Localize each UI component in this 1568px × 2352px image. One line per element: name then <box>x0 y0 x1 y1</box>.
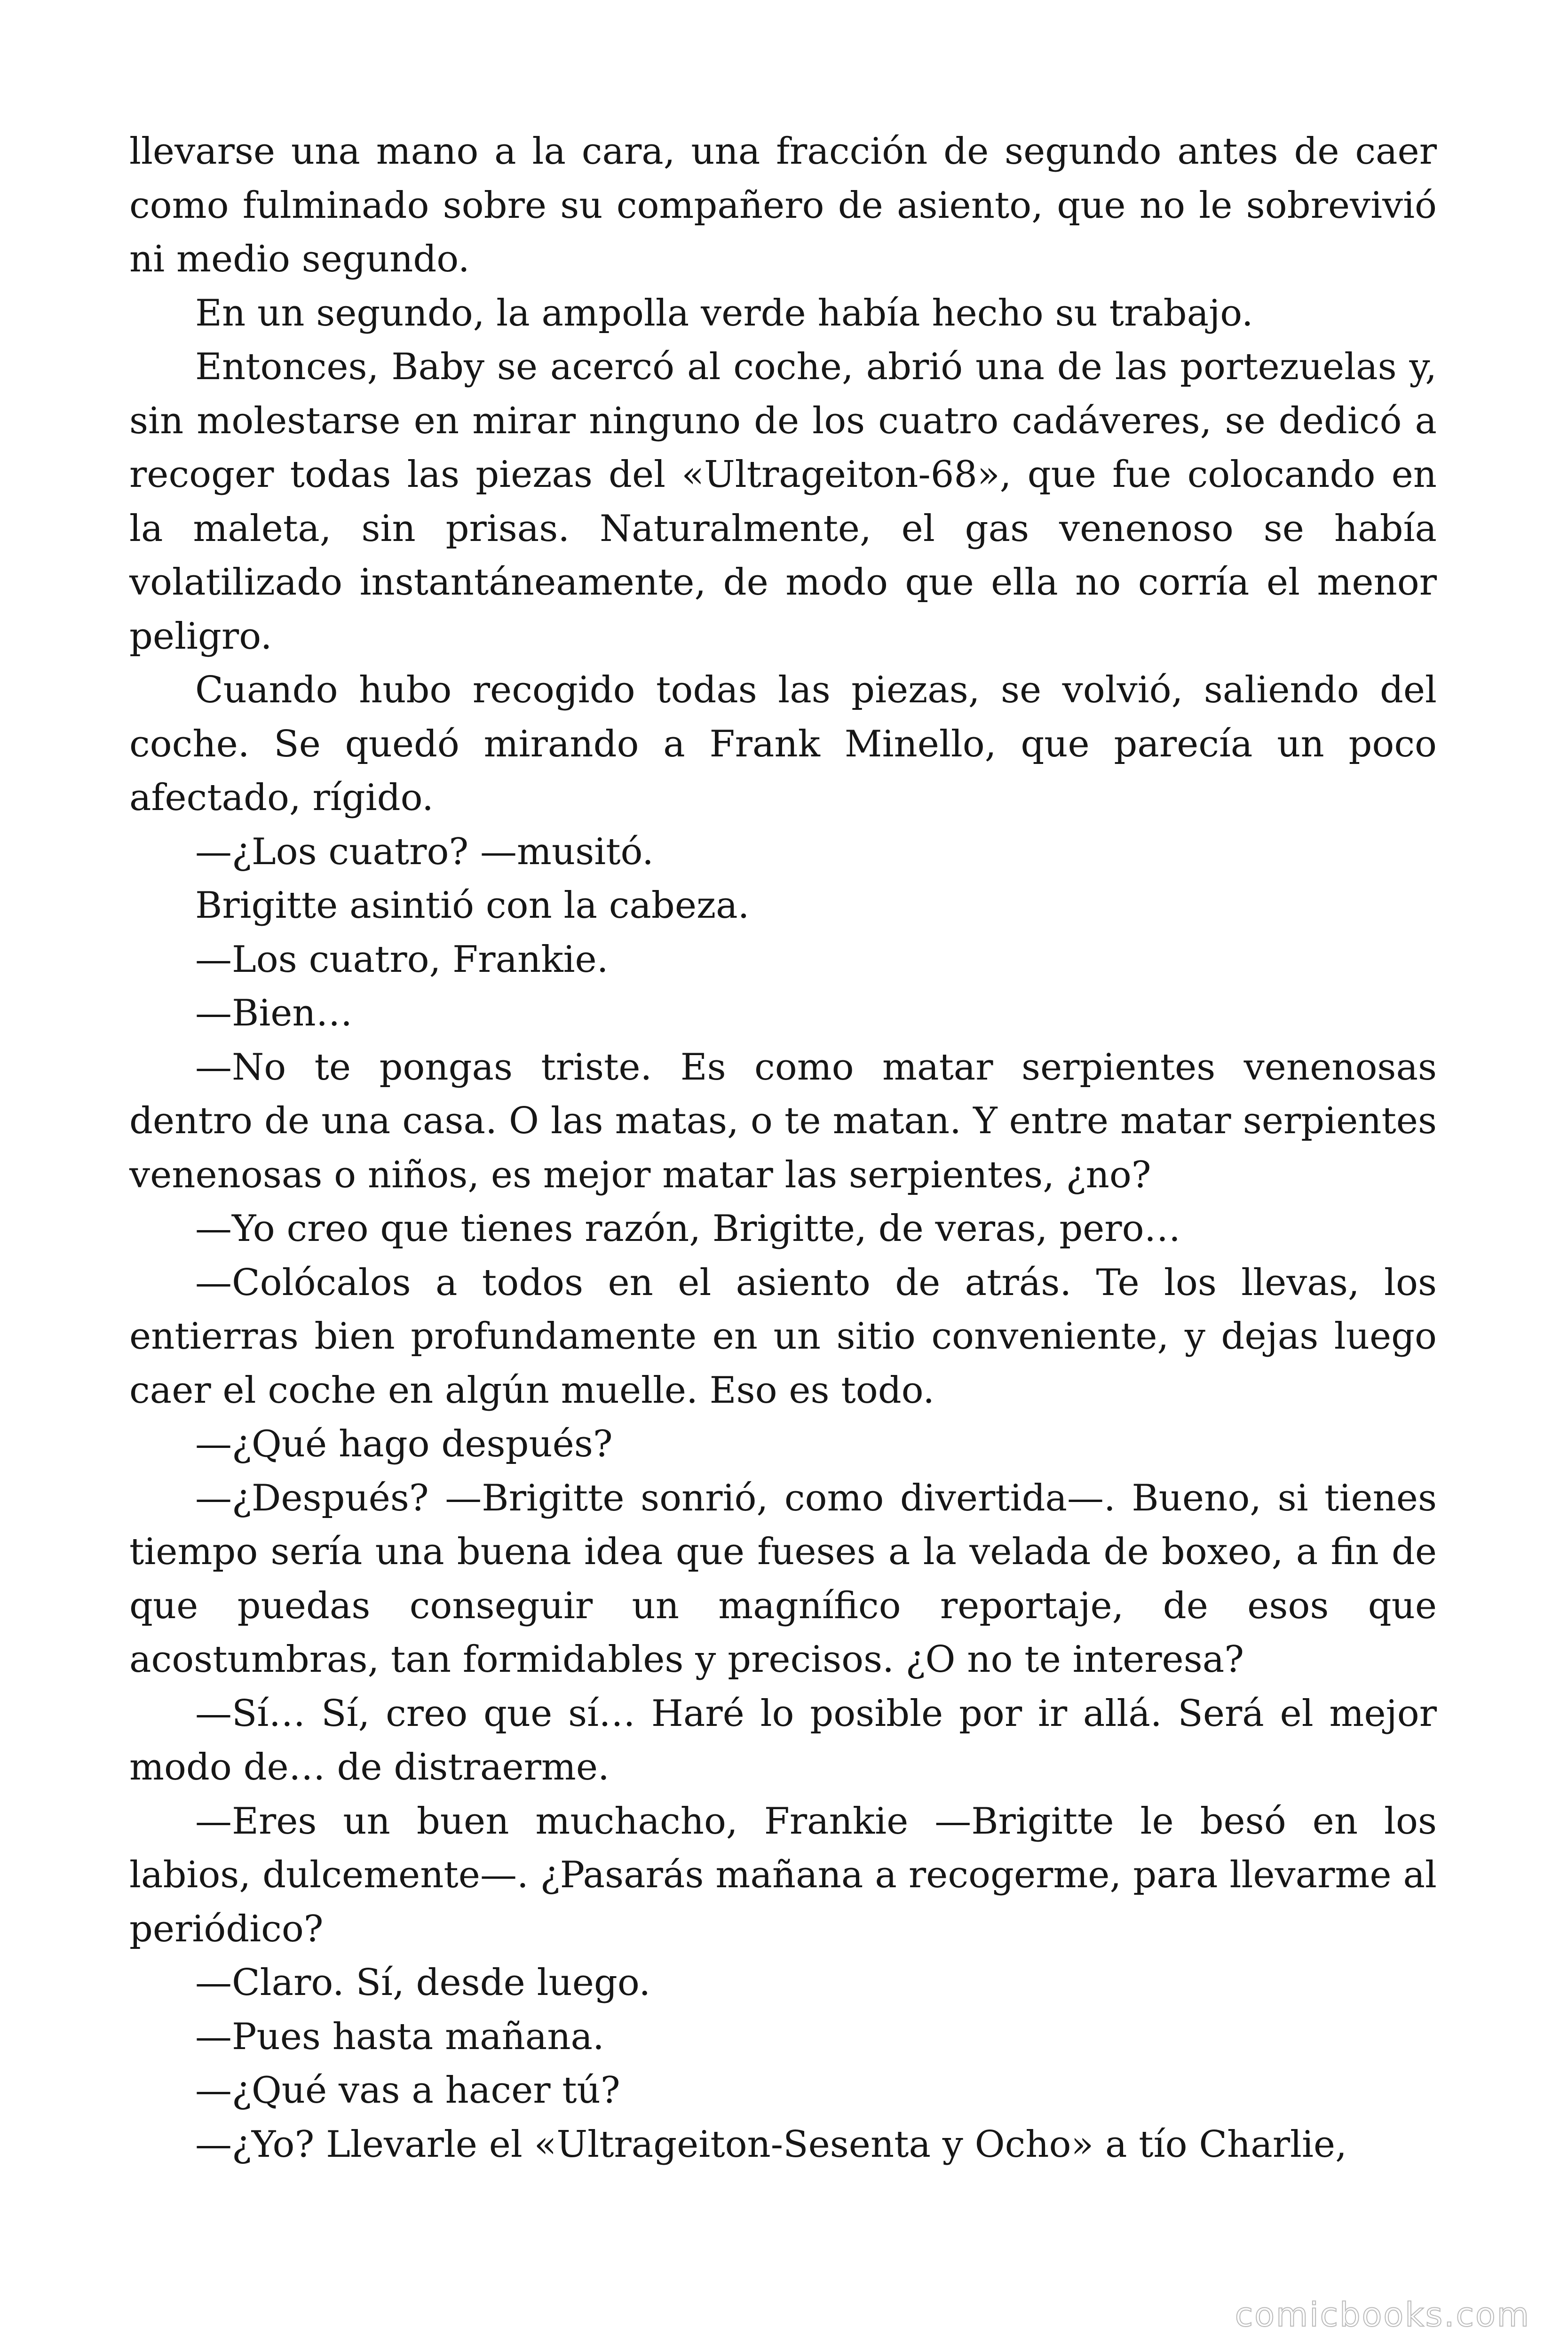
dialogue-line: —¿Yo? Llevarle el «Ultrageiton-Sesenta y Ocho» a tío Charlie, <box>195 2123 1347 2166</box>
dialogue-line: —No te pongas triste. Es como matar serpientes venenosas dentro de una casa. O las matas, o te matan. Y entre matar serpientes venenosas o niños, es mejor matar las serpientes, ¿no? <box>129 1046 1437 1196</box>
dialogue-line: —Eres un buen muchacho, Frankie —Brigitte le besó en los labios, dulcemente—. ¿Pasarás mañana a recogerme, para llevarme al periódico? <box>129 1800 1437 1950</box>
paragraph: En un segundo, la ampolla verde había hecho su trabajo. <box>195 292 1253 334</box>
dialogue-line: —¿Qué hago después? <box>195 1423 613 1465</box>
dialogue-line: —Pues hasta mañana. <box>195 2015 604 2058</box>
watermark: comicbooks.com <box>1235 2296 1530 2334</box>
paragraph: Entonces, Baby se acercó al coche, abrió una de las portezuelas y, sin molestarse en mirar ninguno de los cuatro cadáveres, se dedicó a recoger todas las piezas del «Ultrageiton-68», que fue colocando en la maleta, sin prisas. Naturalmente, el gas venenoso se había volatilizado instantáneamente, de modo que ella no corría el menor peligro. <box>129 346 1437 658</box>
paragraph: Cuando hubo recogido todas las piezas, se volvió, saliendo del coche. Se quedó mirando a Frank Minello, que parecía un poco afectado, rígido. <box>129 669 1437 819</box>
dialogue-line: —¿Los cuatro? —musitó. <box>195 830 654 873</box>
dialogue-line: —Los cuatro, Frankie. <box>195 938 609 981</box>
body-text <box>129 125 1437 2171</box>
dialogue-line: —Claro. Sí, desde luego. <box>195 1962 651 2004</box>
dialogue-line: —Bien… <box>195 992 353 1034</box>
paragraph-continued: llevarse una mano a la cara, una fracción de segundo antes de caer como fulminado sobre su compañero de asiento, que no le sobrevivió ni medio segundo. <box>129 130 1437 280</box>
dialogue-line: —Colócalos a todos en el asiento de atrás. Te los llevas, los entierras bien profundamente en un sitio conveniente, y dejas luego caer el coche en algún muelle. Eso es todo. <box>129 1261 1437 1412</box>
dialogue-line: —¿Después? —Brigitte sonrió, como divertida—. Bueno, si tienes tiempo sería una buena idea que fueses a la velada de boxeo, a fin de que puedas conseguir un magnífico reportaje, de esos que acostumbras, tan formidables y precisos. ¿O no te interesa? <box>129 1477 1437 1681</box>
paragraph: Brigitte asintió con la cabeza. <box>195 884 750 927</box>
dialogue-line: —¿Qué vas a hacer tú? <box>195 2069 620 2112</box>
dialogue-line: —Sí… Sí, creo que sí… Haré lo posible por ir allá. Será el mejor modo de… de distraerme. <box>129 1692 1437 1788</box>
dialogue-line: —Yo creo que tienes razón, Brigitte, de veras, pero… <box>195 1208 1181 1250</box>
